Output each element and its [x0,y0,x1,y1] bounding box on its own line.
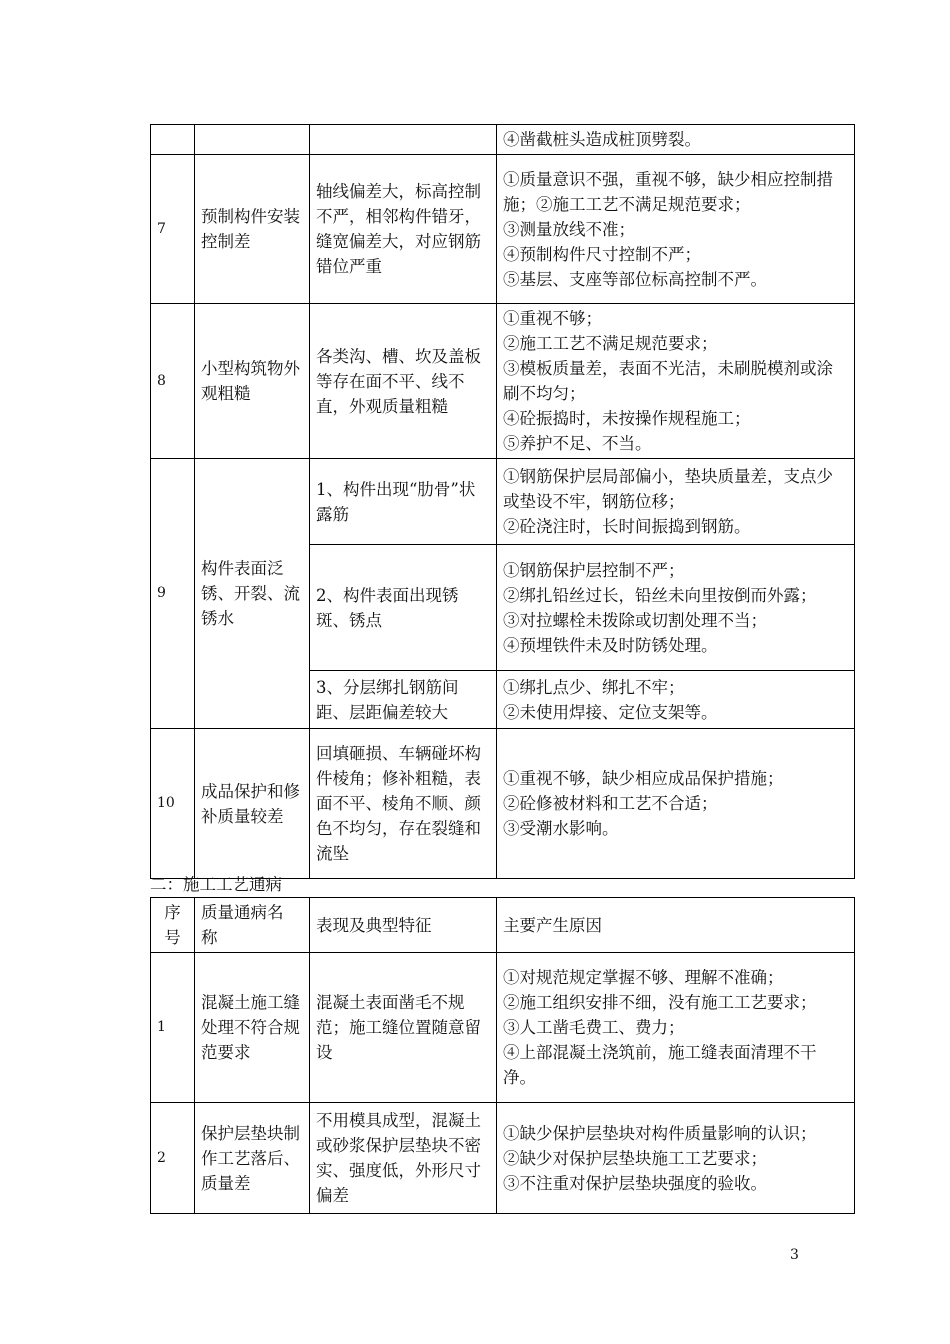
cell-cause: ①钢筋保护层控制不严； ②绑扎铅丝过长，铅丝未向里按倒而外露； ③对拉螺栓未拨除或切割处理不当； ④预埋铁件未及时防锈处理。 [497,545,855,671]
cell-feature: 混凝土表面凿毛不规范；施工缝位置随意留设 [310,953,497,1103]
cell-cause: ①缺少保护层垫块对构件质量影响的认识； ②缺少对保护层垫块施工工艺要求； ③不注重对保护层垫块强度的验收。 [497,1103,855,1214]
table-header-row [151,898,855,953]
header-cause: 主要产生原因 [497,898,855,953]
page-number: 3 [790,1247,799,1263]
cell-feature: 3、分层绑扎钢筋间距、层距偏差较大 [310,671,497,729]
cell-name: 成品保护和修补质量较差 [195,729,310,879]
process-defects-table [150,897,855,1214]
header-num: 序号 [151,898,195,953]
cell-cause: ①质量意识不强，重视不够，缺少相应控制措施；②施工工艺不满足规范要求； ③测量放线不准； ④预制构件尺寸控制不严； ⑤基层、支座等部位标高控制不严。 [497,155,855,304]
cell-num: 2 [151,1103,195,1214]
header-name: 质量通病名 称 [195,898,310,953]
cell-num [151,125,195,155]
defects-table-continued [150,124,855,879]
cell-cause: ①重视不够，缺少相应成品保护措施； ②砼修被材料和工艺不合适； ③受潮水影响。 [497,729,855,879]
table-row [151,304,855,459]
cell-name [195,125,310,155]
cell-feature: 轴线偏差大，标高控制不严，相邻构件错牙，缝宽偏差大，对应钢筋错位严重 [310,155,497,304]
cell-cause: ①重视不够； ②施工工艺不满足规范要求； ③模板质量差，表面不光洁，未刷脱模剂或涂刷不均匀； ④砼振捣时，未按操作规程施工； ⑤养护不足、不当。 [497,304,855,459]
cell-feature: 各类沟、槽、坎及盖板等存在面不平、线不直，外观质量粗糙 [310,304,497,459]
cell-num: 8 [151,304,195,459]
header-feature: 表现及典型特征 [310,898,497,953]
table-row [151,125,855,155]
section-title: 二：施工工艺通病 [150,875,282,894]
cell-num: 10 [151,729,195,879]
cell-num: 7 [151,155,195,304]
cell-num: 1 [151,953,195,1103]
cell-name: 小型构筑物外观粗糙 [195,304,310,459]
cell-cause: ①绑扎点少、绑扎不牢； ②未使用焊接、定位支架等。 [497,671,855,729]
table-row [151,953,855,1103]
cell-feature: 不用模具成型，混凝土或砂浆保护层垫块不密实、强度低，外形尺寸偏差 [310,1103,497,1214]
cell-cause: ④凿截桩头造成桩顶劈裂。 [497,125,855,155]
cell-name: 保护层垫块制作工艺落后、质量差 [195,1103,310,1214]
table-row [151,155,855,304]
table-row [151,729,855,879]
cell-feature: 1、构件出现“肋骨”状露筋 [310,459,497,545]
cell-feature: 2、构件表面出现锈斑、锈点 [310,545,497,671]
table-row [151,459,855,545]
cell-cause: ①对规范规定掌握不够、理解不准确； ②施工组织安排不细，没有施工工艺要求； ③人工凿毛费工、费力； ④上部混凝土浇筑前，施工缝表面清理不干净。 [497,953,855,1103]
cell-num: 9 [151,459,195,729]
cell-name: 混凝土施工缝处理不符合规范要求 [195,953,310,1103]
cell-name: 预制构件安装控制差 [195,155,310,304]
cell-cause: ①钢筋保护层局部偏小，垫块质量差，支点少或垫设不牢，钢筋位移； ②砼浇注时，长时间振捣到钢筋。 [497,459,855,545]
cell-feature [310,125,497,155]
cell-feature: 回填砸损、车辆碰坏构件棱角；修补粗糙，表面不平、棱角不顺、颜色不均匀，存在裂缝和流坠 [310,729,497,879]
table-row [151,1103,855,1214]
cell-name: 构件表面泛锈、开裂、流锈水 [195,459,310,729]
